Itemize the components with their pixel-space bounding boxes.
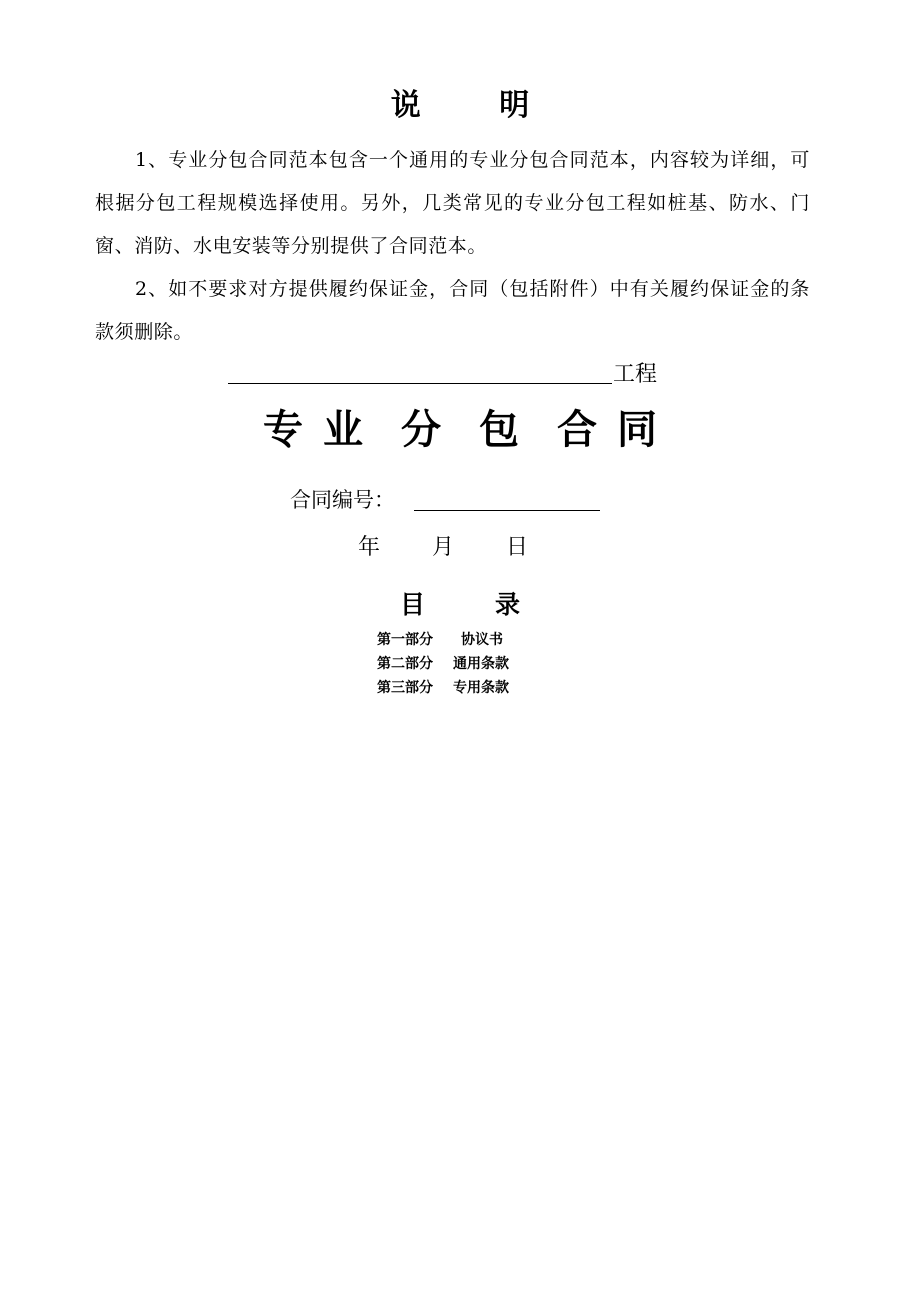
- toc-title: [400, 585, 520, 621]
- date-year-label: 年: [358, 535, 381, 560]
- contract-title-char: 专: [263, 407, 303, 453]
- contract-title: [0, 400, 920, 460]
- date-row: [358, 530, 528, 561]
- toc-title-char: 录: [495, 590, 521, 619]
- project-name-blank: [228, 383, 612, 384]
- toc-item-name: 专用条款: [453, 680, 509, 696]
- toc-item: [377, 628, 509, 652]
- contract-number-blank: [414, 510, 600, 511]
- toc-list: [377, 628, 509, 700]
- toc-item-part: 第二部分: [377, 656, 433, 672]
- contract-title-char: 分: [401, 407, 441, 453]
- date-day-label: 日: [506, 535, 529, 560]
- project-name-line: [228, 355, 668, 389]
- contract-number-label: 合同编号：: [290, 488, 395, 512]
- contract-title-char: 包: [479, 407, 519, 453]
- toc-item: [377, 652, 509, 676]
- toc-title-char: 目: [400, 590, 426, 619]
- toc-item-part: 第一部分: [377, 632, 433, 648]
- date-month-label: 月: [432, 535, 455, 560]
- toc-item: [377, 676, 509, 700]
- contract-title-char: 业: [323, 407, 363, 453]
- contract-title-char: 合: [557, 407, 597, 453]
- project-suffix: 工程: [613, 362, 658, 387]
- notes-paragraph-1: 1、专业分包合同范本包含一个通用的专业分包合同范本，内容较为详细，可根据分包工程规模选择使用。另外，几类常见的专业分包工程如桩基、防水、门窗、消防、水电安装等分别提供了合同范本。: [95, 149, 810, 257]
- toc-item-part: 第三部分: [377, 680, 433, 696]
- notes-title: 说 明: [390, 88, 564, 123]
- toc-item-name: 通用条款: [453, 656, 509, 672]
- contract-title-char: 同: [617, 407, 657, 453]
- notes-paragraph-2: 2、如不要求对方提供履约保证金，合同（包括附件）中有关履约保证金的条款须删除。: [95, 278, 810, 343]
- toc-item-name: 协议书: [461, 632, 503, 648]
